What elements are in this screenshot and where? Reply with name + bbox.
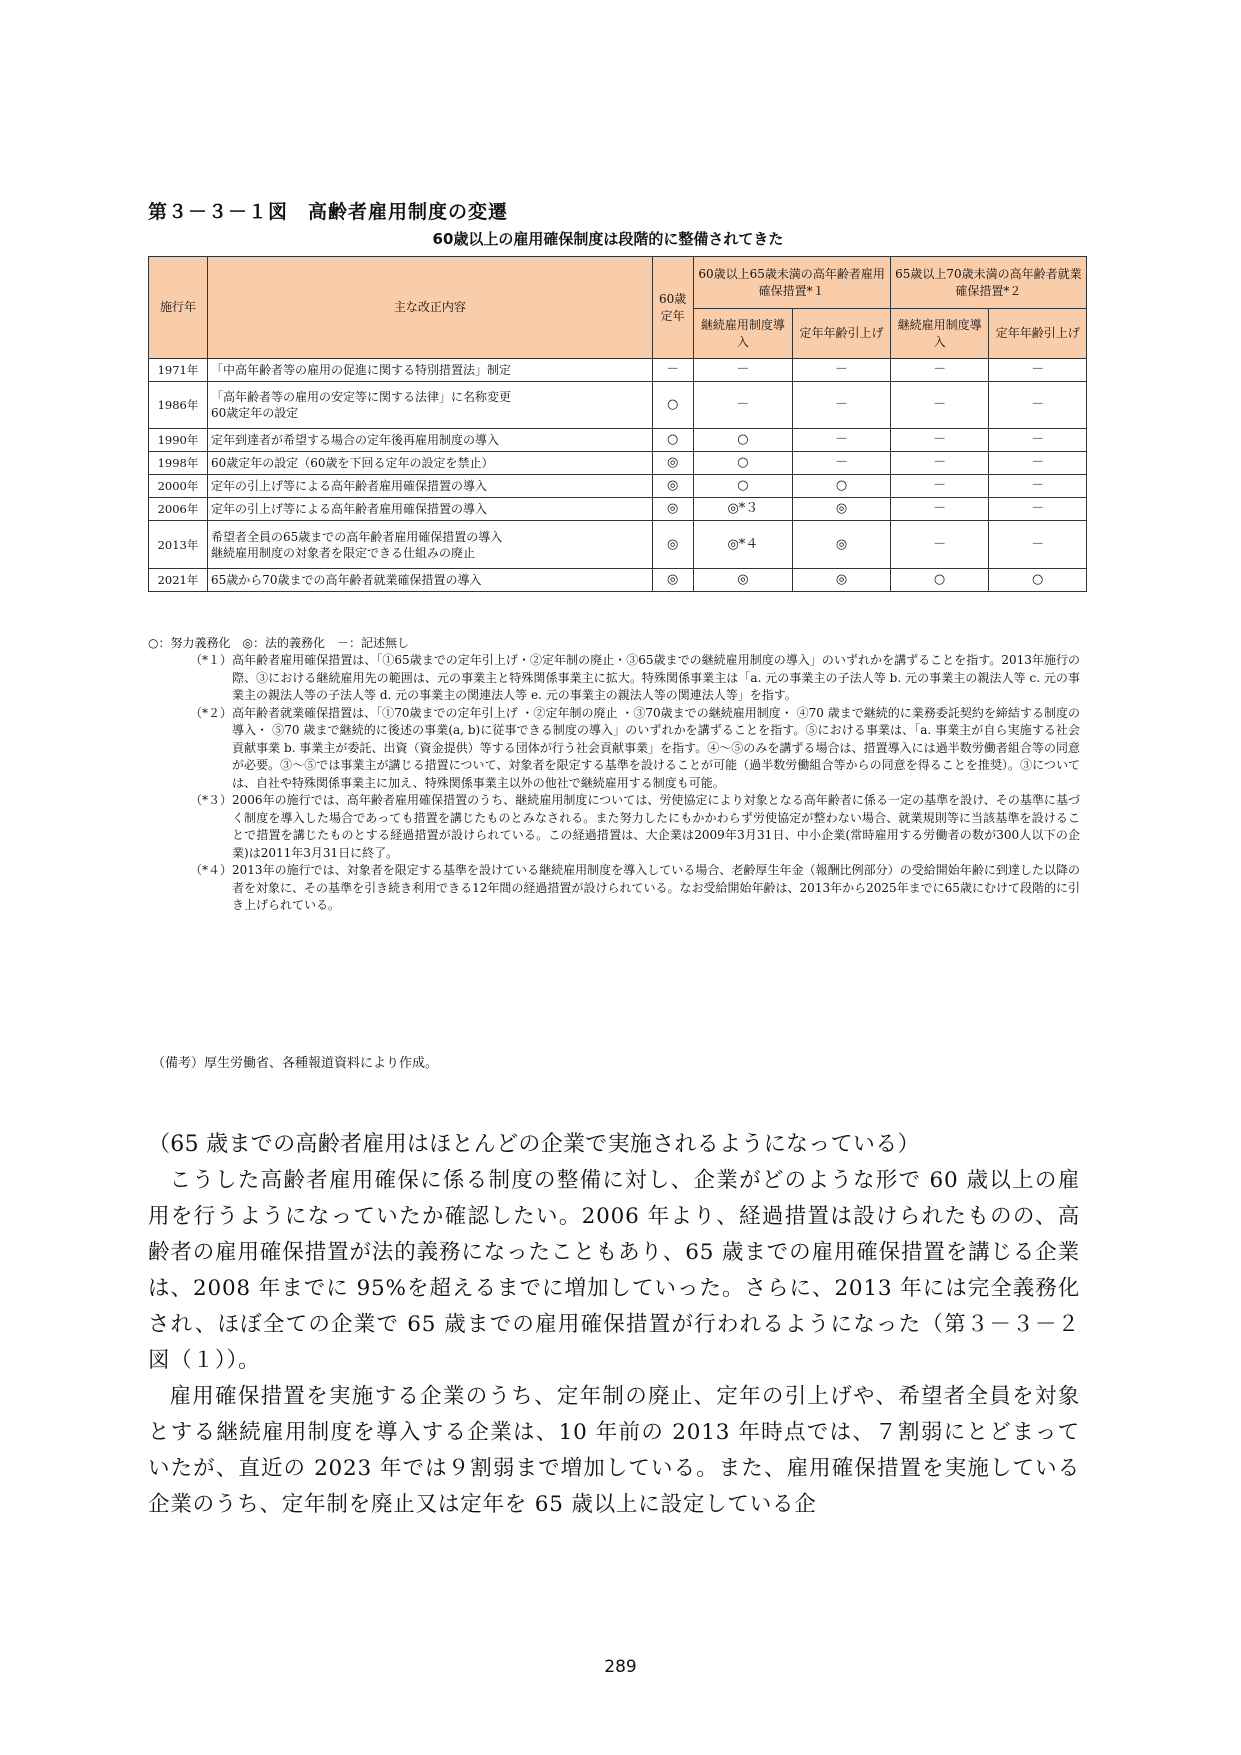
table-row — [149, 452, 1087, 475]
row-mark: ○ — [652, 382, 693, 429]
row-mark: － — [989, 429, 1087, 452]
row-mark: ◎ — [652, 498, 693, 521]
row-mark: － — [890, 382, 989, 429]
footnote-label: （*２） — [190, 705, 233, 720]
row-content-line: 希望者全員の65歳までの高年齢者雇用確保措置の導入 — [210, 529, 503, 544]
row-content-line: 「中高年齢者等の雇用の促進に関する特別措置法」制定 — [210, 363, 511, 377]
row-mark: ◎*３ — [693, 498, 793, 521]
table-row — [149, 382, 1087, 429]
row-mark: ○ — [652, 429, 693, 452]
row-mark: ◎*４ — [693, 521, 793, 569]
row-mark: － — [890, 359, 989, 382]
body-text — [148, 1163, 1080, 1523]
row-content-line: 定年の引上げ等による高年齢者雇用確保措置の導入 — [210, 479, 487, 493]
row-content — [207, 498, 652, 521]
row-year: 2000年 — [149, 475, 208, 498]
row-year: 1990年 — [149, 429, 208, 452]
table-row — [149, 359, 1087, 382]
row-content — [207, 429, 652, 452]
row-mark: ○ — [693, 475, 793, 498]
row-mark: ○ — [989, 569, 1087, 592]
source-note: （備考）厚生労働省、各種報道資料により作成。 — [152, 1056, 439, 1071]
row-mark: － — [989, 521, 1087, 569]
header-retire60: 60歳定年 — [652, 257, 693, 359]
row-mark: － — [989, 498, 1087, 521]
row-content-line: 60歳定年の設定（60歳を下回る定年の設定を禁止） — [210, 456, 494, 470]
row-mark: － — [793, 382, 891, 429]
row-year: 2013年 — [149, 521, 208, 569]
row-mark: － — [693, 359, 793, 382]
table-row — [149, 429, 1087, 452]
footnote-text: 高年齢者就業確保措置は、「①70歳までの定年引上げ ・②定年制の廃止 ・③70歳までの継続雇用制度・ ④70 歳まで継続的に業務委託契約を締結する制度の導入・ ⑤70 歳まで継続的に後述の事業(a, b)に従事できる制度の導入」のいずれかを講ずることを指す。⑤における事業は、「a. 事業主が自ら実施する社会貢献事業 b. 事業主が委託、出資（資金提供）等する団体が行う社会貢献事業」を指す。④～⑤のみを講ずる場合は、措置導入には過半数労働者組合等の同意が必要。③～⑤では事業主が講じる措置について、対象者を限定する基準を設けることが可能（過半数労働組合等からの同意を得ることを推奨）。③については、自社や特殊関係事業主に加え、特殊関係事業主以外の他社で継続雇用する制度も可能。 — [232, 705, 1080, 790]
row-mark: － — [989, 382, 1087, 429]
row-content — [207, 521, 652, 569]
row-mark: － — [890, 475, 989, 498]
section-heading: （65 歳までの高齢者雇用はほとんどの企業で実施されるようになっている） — [148, 1132, 920, 1157]
header-year: 施行年 — [149, 257, 208, 359]
law-history-table — [148, 256, 1087, 592]
row-mark: － — [693, 382, 793, 429]
row-mark: ◎ — [652, 521, 693, 569]
row-mark: － — [989, 359, 1087, 382]
subheader-retirement-age-raise: 定年年齢引上げ — [989, 309, 1087, 359]
footnote — [190, 862, 1080, 915]
row-content-line: 60歳定年の設定 — [210, 406, 299, 420]
row-mark: ○ — [890, 569, 989, 592]
footnotes — [190, 652, 1080, 915]
row-mark: ◎ — [793, 521, 891, 569]
footnote — [190, 652, 1080, 705]
row-year: 1998年 — [149, 452, 208, 475]
subheader-continued-employment: 継続雇用制度導入 — [693, 309, 793, 359]
row-content-line: 定年の引上げ等による高年齢者雇用確保措置の導入 — [210, 502, 487, 516]
paragraph: 雇用確保措置を実施する企業のうち、定年制の廃止、定年の引上げや、希望者全員を対象とする継続雇用制度を導入する企業は、10 年前の 2013 年時点では、７割弱にとどまっていたが、直近の 2023 年では９割弱まで増加している。また、雇用確保措置を実施している企業のうち、定年制を廃止又は定年を 65 歳以上に設定している企 — [148, 1384, 1080, 1517]
subheader-continued-employment: 継続雇用制度導入 — [890, 309, 989, 359]
row-mark: － — [793, 359, 891, 382]
table-row — [149, 521, 1087, 569]
paragraph: こうした高齢者雇用確保に係る制度の整備に対し、企業がどのような形で 60 歳以上の雇用を行うようになっていたか確認したい。2006 年より、経過措置は設けられたものの、高齢者の雇用確保措置が法的義務になったこともあり、65 歳までの雇用確保措置を講じる企業は、2008 年までに 95%を超えるまでに増加していった。さらに、2013 年には完全義務化され、ほぼ全ての企業で 65 歳までの雇用確保措置が行われるようになった（第３－３－２図（１））。 — [148, 1168, 1080, 1373]
row-year: 1986年 — [149, 382, 208, 429]
row-content-line: 「高年齢者等の雇用の安定等に関する法律」に名称変更 — [210, 390, 511, 404]
row-year: 1971年 — [149, 359, 208, 382]
row-mark: － — [989, 475, 1087, 498]
header-content: 主な改正内容 — [207, 257, 652, 359]
footnote-text: 高年齢者雇用確保措置は、「①65歳までの定年引上げ・②定年制の廃止・③65歳までの継続雇用制度の導入」のいずれかを講ずることを指す。2013年施行の際、③における継続雇用先の範囲は、元の事業主と特殊関係事業主に拡大。特殊関係事業主は「a. 元の事業主の子法人等 b. 元の事業主の親法人等 c. 元の事業主の親法人等の子法人等 d. 元の事業主の関連法人等 e. 元の事業主の親法人等の関連法人等」を指す。 — [232, 653, 1080, 702]
subheader-retirement-age-raise: 定年年齢引上げ — [793, 309, 891, 359]
footnote-text: 2013年の施行では、対象者を限定する基準を設けている継続雇用制度を導入している場合、老齢厚生年金（報酬比例部分）の受給開始年齢に到達した以降の者を対象に、その基準を引き続き利用できる12年間の経過措置が設けられている。なお受給開始年齢は、2013年から2025年までに65歳にむけて段階的に引き上げられている。 — [232, 863, 1080, 912]
row-year: 2021年 — [149, 569, 208, 592]
footnote — [190, 705, 1080, 793]
row-mark: － — [890, 452, 989, 475]
header-group-employment-opportunity: 65歳以上70歳未満の高年齢者就業確保措置*２ — [890, 257, 1086, 309]
row-mark: ◎ — [652, 475, 693, 498]
page-number: 289 — [604, 1657, 637, 1677]
row-mark: － — [890, 498, 989, 521]
row-mark: － — [890, 429, 989, 452]
table-row — [149, 498, 1087, 521]
row-content — [207, 475, 652, 498]
row-mark: － — [989, 452, 1087, 475]
footnote-label: （*１） — [190, 653, 233, 667]
row-mark: ◎ — [693, 569, 793, 592]
figure-subtitle: 60歳以上の雇用確保制度は段階的に整備されてきた — [432, 230, 784, 248]
row-mark: － — [793, 452, 891, 475]
row-content-line: 65歳から70歳までの高年齢者就業確保措置の導入 — [210, 573, 482, 587]
row-content — [207, 382, 652, 429]
table-legend: ○：努力義務化 ◎：法的義務化 －：記述無し — [148, 636, 409, 650]
row-mark: ○ — [693, 429, 793, 452]
row-mark: － — [793, 429, 891, 452]
footnote-label: （*３） — [190, 793, 233, 807]
header-group-employment-security: 60歳以上65歳未満の高年齢者雇用確保措置*１ — [693, 257, 890, 309]
figure-title: 第３－３－１図 高齢者雇用制度の変遷 — [148, 201, 509, 223]
row-mark: ◎ — [652, 452, 693, 475]
footnote-text: 2006年の施行では、高年齢者雇用確保措置のうち、継続雇用制度については、労使協定により対象となる高年齢者に係る一定の基準を設け、その基準に基づく制度を導入した場合であっても措置を講じたものとみなされる。また努力したにもかかわらず労使協定が整わない場合、就業規則等に当該基準を設けることで措置を講じたものとする経過措置が設けられている。この経過措置は、大企業は2009年3月31日、中小企業(常時雇用する労働者の数が300人以下の企業)は2011年3月31日に終了。 — [232, 793, 1080, 860]
table-row — [149, 475, 1087, 498]
row-mark: ○ — [693, 452, 793, 475]
row-mark: ◎ — [652, 569, 693, 592]
table-row — [149, 569, 1087, 592]
row-content-line: 定年到達者が希望する場合の定年後再雇用制度の導入 — [210, 433, 499, 447]
footnote — [190, 792, 1080, 862]
row-mark: ◎ — [793, 569, 891, 592]
footnote-label: （*４） — [190, 863, 233, 877]
row-content — [207, 452, 652, 475]
row-content — [207, 569, 652, 592]
row-mark: － — [890, 521, 989, 569]
row-mark: － — [652, 359, 693, 382]
row-content-line: 継続雇用制度の対象者を限定できる仕組みの廃止 — [210, 545, 475, 560]
row-year: 2006年 — [149, 498, 208, 521]
row-content — [207, 359, 652, 382]
row-mark: ○ — [793, 475, 891, 498]
row-mark: ◎ — [793, 498, 891, 521]
